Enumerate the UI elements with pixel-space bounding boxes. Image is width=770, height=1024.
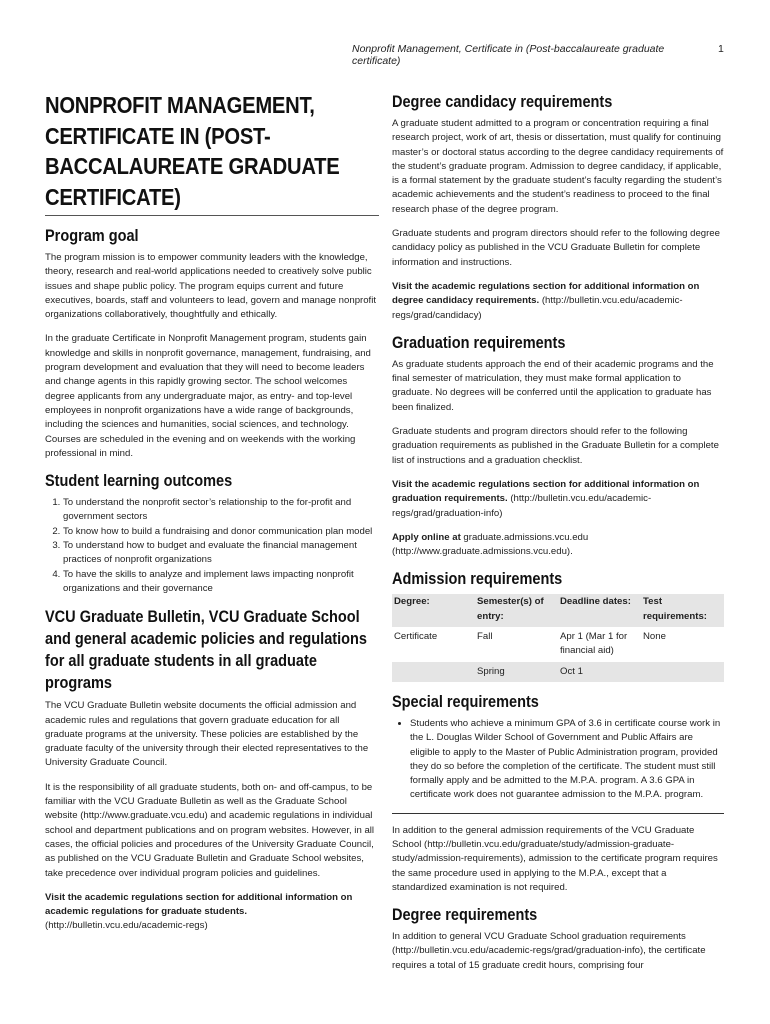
graduation-link[interactable]: (http://bulletin.vcu.edu/academic-regs/grad/graduation-info) bbox=[392, 493, 652, 519]
column-header: Degree: bbox=[392, 594, 475, 627]
admission-heading: Admission requirements bbox=[392, 570, 563, 589]
candidacy-paragraph-1: A graduate student admitted to a program or concentration requiring a final research project, work of art, thesis or dissertation, must qualify for continuing master’s or doctoral status according to the degree candidacy requirements of the student’s graduate program. Admission to degree candidacy, if applicable, is a formal statement by the graduate student’s faculty regarding the student’s academic achievements and the student’s readiness to proceed to the final research phase of the degree program. bbox=[392, 118, 724, 215]
running-header: Nonprofit Management, Certificate in (Post-baccalaureate graduate certificate) bbox=[352, 43, 665, 67]
candidacy-heading: Degree candidacy requirements bbox=[392, 93, 613, 111]
list-item: 1. To understand the nonprofit sector’s relationship to the for-profit and government sectors bbox=[63, 496, 379, 525]
candidacy-paragraph-2: Graduate students and program directors should refer to the following degree candidacy policy as published in the VCU Graduate Bulletin for complete information and instructions. bbox=[392, 228, 720, 268]
column-header: Test requirements: bbox=[641, 594, 724, 627]
apply-online-lead: Apply online at bbox=[392, 531, 461, 543]
list-item: 3. To understand how to budget and evaluate the financial management practices of nonprofit organizations bbox=[63, 539, 379, 568]
page-title: NONPROFIT MANAGEMENT, CERTIFICATE IN (POST-BACCALAUREATE GRADUATE CERTIFICATE) bbox=[45, 92, 340, 210]
admission-table bbox=[392, 594, 724, 681]
bulletin-link-lead: Visit the academic regulations section for additional information on academic regulations for graduate students. bbox=[45, 891, 353, 918]
table-cell: Apr 1 (Mar 1 for financial aid) bbox=[560, 631, 628, 657]
degree-requirements-paragraph: In addition to general VCU Graduate School graduation requirements (http://bulletin.vcu.edu/academic-regs/grad/graduation-info), the certificate requires a total of 15 graduate credit hours, comprising four bbox=[392, 931, 706, 971]
table-row bbox=[392, 662, 724, 682]
right-column bbox=[392, 92, 724, 983]
table-cell: Certificate bbox=[394, 631, 438, 643]
table-cell: Spring bbox=[475, 662, 558, 682]
special-requirements-paragraph: In addition to the general admission requirements of the VCU Graduate School (http://bulletin.vcu.edu/graduate/study/admission-graduate-study/admission-requirements), admission to the certificate program requires the same procedure used in applying to the M.P.A., except that a standardized examination is not required. bbox=[392, 824, 718, 893]
table-header-row bbox=[392, 594, 724, 627]
table-cell: Oct 1 bbox=[558, 662, 641, 682]
title-divider bbox=[45, 215, 379, 216]
special-requirements-list bbox=[392, 717, 724, 803]
graduation-paragraph-1: As graduate students approach the end of their academic programs and the final semester of matriculation, they must make formal application to graduate. No degrees will be conferred until the application to graduate has been finalized. bbox=[392, 358, 714, 413]
bulletin-link[interactable]: (http://bulletin.vcu.edu/academic-regs) bbox=[45, 920, 208, 932]
column-header: Deadline dates: bbox=[558, 594, 641, 627]
graduation-link-paragraph bbox=[392, 478, 724, 521]
table-cell: Fall bbox=[477, 631, 493, 643]
bulletin-link-paragraph bbox=[45, 891, 379, 934]
table-cell: None bbox=[643, 631, 666, 643]
list-item: • Students who achieve a minimum GPA of 3.6 in certificate course work in the L. Douglas Wilder School of Government and Public Affairs are eligible to apply to the Master of Public Administration program, provided they do so before the completion of the certificate. The student must still formally apply and be admitted to the M.P.A. program. A 3.6 GPA in certificate work does not guarantee admission to the M.P.A. program. bbox=[410, 717, 724, 803]
table-cell bbox=[641, 662, 724, 682]
graduation-paragraph-2: Graduate students and program directors should refer to the following graduation requirements as published in the Graduate Bulletin for a complete list of instructions and a graduation checklist. bbox=[392, 426, 719, 466]
section-divider bbox=[392, 813, 724, 814]
bulletin-paragraph-2: It is the responsibility of all graduate students, both on- and off-campus, to be familiar with the VCU Graduate Bulletin as well as the Graduate School website (http://www.graduate.vcu.edu) and academic regulations in individual school and department publications and on program websites. However, in all cases, the official policies and procedures of the University Graduate Council, as published on the VCU Graduate Bulletin and Graduate School websites, take precedence over individual program policies and guidelines. bbox=[45, 781, 375, 879]
learning-outcomes-heading: Student learning outcomes bbox=[45, 472, 233, 491]
list-item: 2. To know how to build a fundraising and donor communication plan model bbox=[63, 525, 379, 539]
table-cell bbox=[392, 662, 475, 682]
learning-outcomes-list bbox=[45, 496, 379, 596]
bulletin-heading: VCU Graduate Bulletin, VCU Graduate School and general academic policies and regulations for all graduate students in all graduate programs bbox=[45, 608, 367, 693]
bulletin-paragraph-1: The VCU Graduate Bulletin website documents the official admission and academic rules and regulations that govern graduate education for all graduate programs at the university. These policies are established by the graduate faculty of the university through their elected representatives to the University Graduate Council. bbox=[45, 700, 369, 769]
list-item: 4. To have the skills to analyze and implement laws impacting nonprofit organizations and their governance bbox=[63, 568, 379, 597]
apply-online-paragraph bbox=[392, 531, 724, 560]
special-requirements-heading: Special requirements bbox=[392, 692, 539, 711]
candidacy-link[interactable]: (http://bulletin.vcu.edu/academic-regs/grad/candidacy) bbox=[392, 295, 683, 321]
graduation-heading: Graduation requirements bbox=[392, 333, 566, 352]
candidacy-link-lead: Visit the academic regulations section for additional information on degree candidacy requirements. bbox=[392, 280, 700, 307]
table-row bbox=[392, 627, 724, 662]
graduation-link-lead: Visit the academic regulations section for additional information on graduation requirements. bbox=[392, 478, 700, 505]
apply-online-link[interactable]: graduate.admissions.vcu.edu (http://www.graduate.admissions.vcu.edu). bbox=[392, 531, 589, 558]
program-description-paragraph: In the graduate Certificate in Nonprofit Management program, students gain knowledge and skills in nonprofit governance, management, fundraising, and program development and evaluation that they will need to become leaders and change agents in this rapidly growing sector. The school welcomes degree applicants from any undergraduate major, as entry- and top-level employees in nonprofit organizations have a wide range of backgrounds, including the sciences and humanities, social sciences, and technology. Courses are scheduled in the evening and on weekends with the working professional in mind. bbox=[45, 333, 371, 459]
degree-requirements-heading: Degree requirements bbox=[392, 906, 538, 925]
column-header: Semester(s) of entry: bbox=[475, 594, 558, 627]
program-goal-paragraph: The program mission is to empower community leaders with the knowledge, theory, research and real-world applications needed to creatively solve public issues and shape public policy. The program equips current and future executives, boards, staff and volunteers to lead, govern and manage nonprofit organizations collaboratively, thoughtfully and ethically. bbox=[45, 252, 377, 321]
left-column bbox=[45, 90, 379, 944]
page-number: 1 bbox=[718, 43, 724, 55]
program-goal-heading: Program goal bbox=[45, 227, 139, 245]
candidacy-link-paragraph bbox=[392, 280, 724, 323]
